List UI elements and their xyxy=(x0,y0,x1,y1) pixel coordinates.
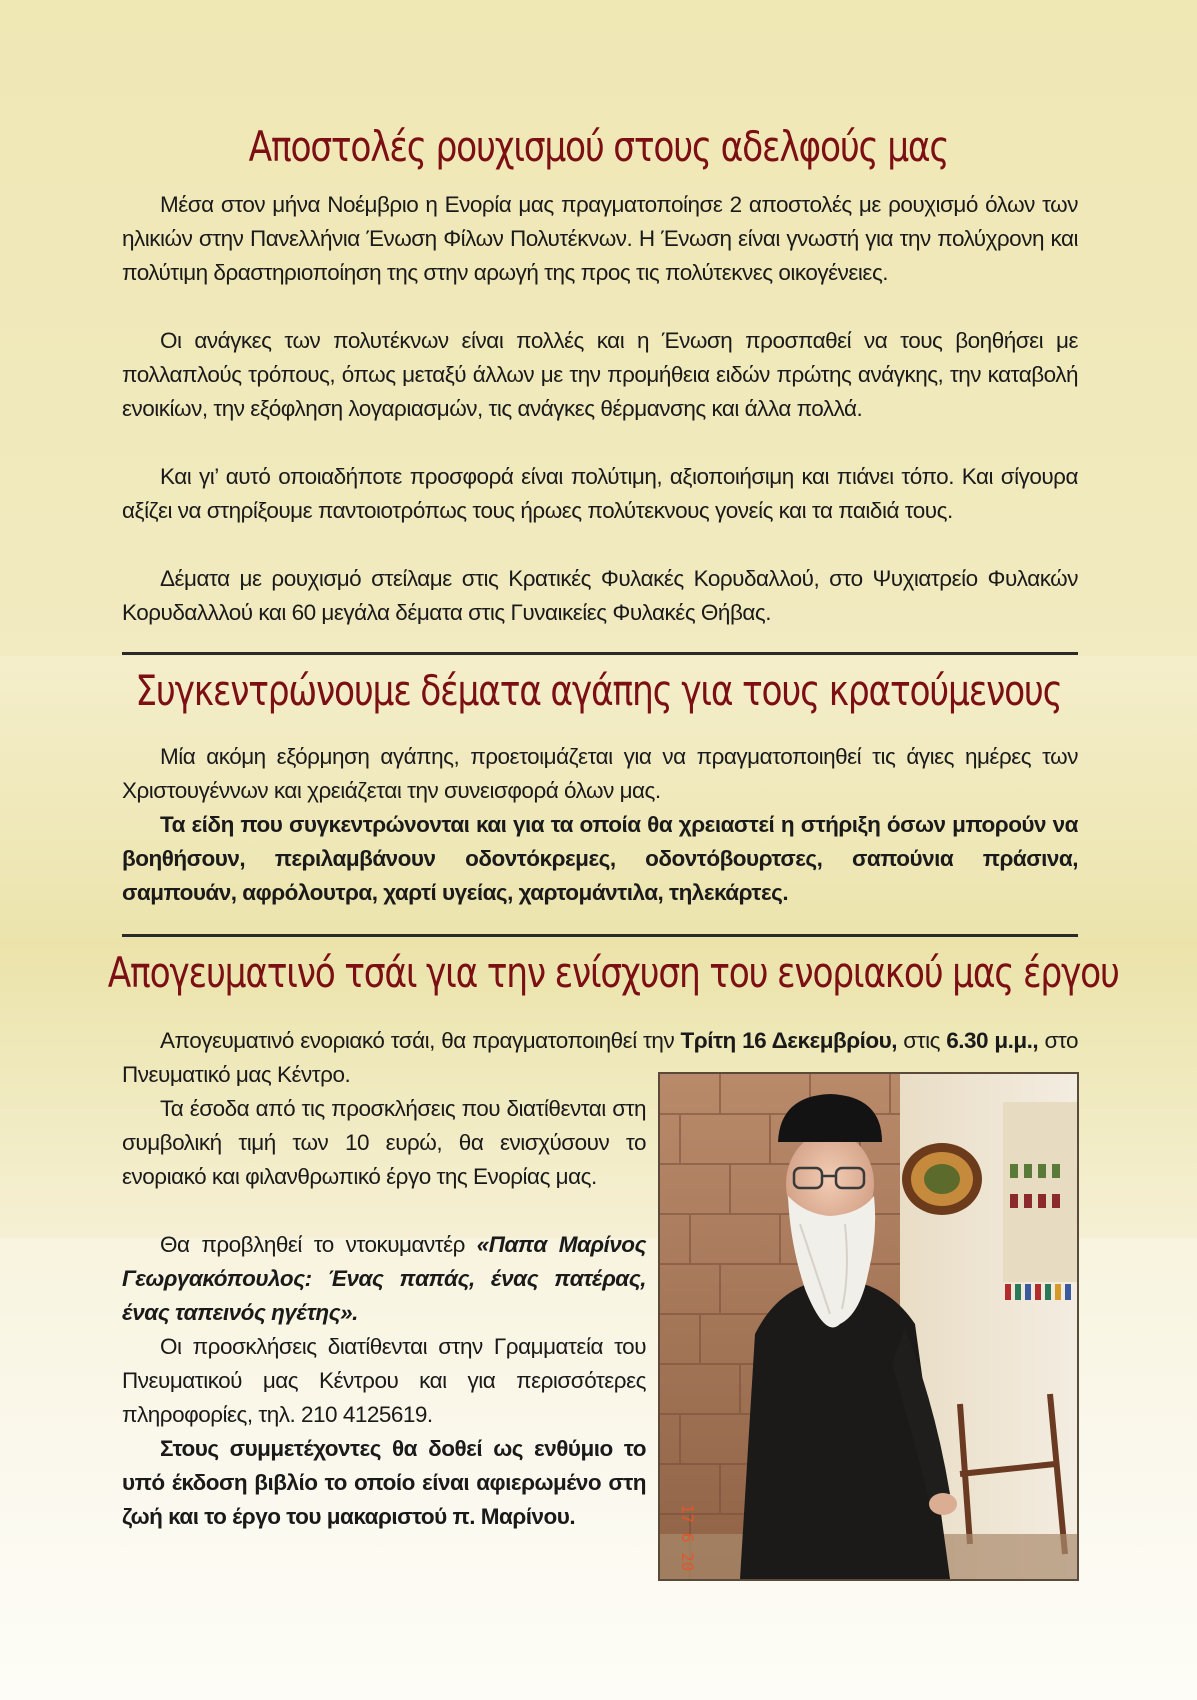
section2-paragraph-1 xyxy=(122,740,1078,808)
section3-paragraph-5 xyxy=(122,1432,646,1534)
priest-photo-illustration xyxy=(660,1074,1077,1579)
event-date: Τρίτη 16 Δεκεμβρίου, xyxy=(680,1028,897,1053)
section3-p1-mid: στις xyxy=(896,1028,947,1053)
documentary-title: «Παπα Μαρίνος Γεωργακόπουλος: Ένας παπάς, ένας πατέρας, ένας ταπεινός ηγέτης». xyxy=(122,1232,647,1325)
section1-title: Αποστολές ρουχισμού στους αδελφούς μας xyxy=(248,122,949,171)
section2-title: Συγκεντρώνουμε δέματα αγάπης για τους κρατούμενους xyxy=(135,666,1062,715)
section1-paragraph-4-text: Δέματα με ρουχισμό στείλαμε στις Κρατικές Φυλακές Κορυδαλλού, στο Ψυχιατρείο Φυλακών Κορυδαλλλού και 60 μεγάλα δέματα στις Γυναικείες Φυλακές Θήβας. xyxy=(122,566,1078,625)
section2-paragraph-2-text: Τα είδη που συγκεντρώνονται και για τα οποία θα χρειαστεί η στήριξη όσων μπορούν να βοηθήσουν, περιλαμβάνουν οδοντόκρεμες, οδοντόβουρτσες, σαπούνια πράσινα, σαμπουάν, αφρόλουτρα, χαρτί υγείας, χαρτομάντιλα, τηλεκάρτες. xyxy=(122,812,1078,905)
section2-paragraph-2 xyxy=(122,808,1078,910)
event-time: 6.30 μ.μ., xyxy=(946,1028,1039,1053)
section1-paragraph-4 xyxy=(122,562,1078,630)
section1-paragraph-3-text: Και γι’ αυτό οποιαδήποτε προσφορά είναι πολύτιμη, αξιοποιήσιμη και πιάνει τόπο. Και σίγουρα αξίζει να στηρίξουμε παντοιοτρόπως τους ήρωες πολύτεκνους γονείς και τα παιδιά τους. xyxy=(122,464,1078,523)
section1-paragraph-2 xyxy=(122,324,1078,426)
section2-divider xyxy=(122,652,1078,655)
section3-p3-start: Θα προβληθεί το ντοκυμαντέρ xyxy=(160,1232,477,1257)
section3-p1-end: στο Πνευματικό μας Κέντρο. xyxy=(122,1028,1078,1087)
section3-paragraph-5-text: Στους συμμετέχοντες θα δοθεί ως ενθύμιο το υπό έκδοση βιβλίο το οποίο είναι αφιερωμένο στη ζωή και το έργο του μακαριστού π. Μαρίνου. xyxy=(122,1436,646,1529)
section3-paragraph-4 xyxy=(122,1330,646,1432)
section3-paragraph-4-text: Οι προσκλήσεις διατίθενται στην Γραμματεία του Πνευματικού μας Κέντρου και για περισσότερες πληροφορίες, τηλ. 210 4125619. xyxy=(122,1334,646,1427)
section2-paragraph-1-text: Μία ακόμη εξόρμηση αγάπης, προετοιμάζεται για να πραγματοποιηθεί τις άγιες ημέρες των Χριστουγέννων και χρειάζεται την συνεισφορά όλων μας. xyxy=(122,744,1078,803)
section3-paragraph-2 xyxy=(122,1092,646,1194)
priest-photo xyxy=(658,1072,1079,1581)
photo-date-stamp: 17 6 20 xyxy=(678,1504,697,1572)
section3-paragraph-3 xyxy=(122,1228,646,1330)
section1-paragraph-1 xyxy=(122,188,1078,290)
section1-paragraph-2-text: Οι ανάγκες των πολυτέκνων είναι πολλές και η Ένωση προσπαθεί να τους βοηθήσει με πολλαπλούς τρόπους, όπως μεταξύ άλλων με την προμήθεια ειδών πρώτης ανάγκης, την καταβολή ενοικίων, την εξόφληση λογαριασμών, τις ανάγκες θέρμανσης και άλλα πολλά. xyxy=(122,328,1078,421)
section3-title: Απογευματινό τσάι για την ενίσχυση του ενοριακού μας έργου xyxy=(107,948,1119,997)
section3-divider xyxy=(122,934,1078,937)
section1-paragraph-1-text: Μέσα στον μήνα Νοέμβριο η Ενορία μας πραγματοποίησε 2 αποστολές με ρουχισμό όλων των ηλικιών στην Πανελλήνια Ένωση Φίλων Πολυτέκνων. Η Ένωση είναι γνωστή για την πολύχρονη και πολύτιμη δραστηριοποίηση της στην αρωγή της προς τις πολύτεκνες οικογένειες. xyxy=(122,192,1078,285)
section3-p1-start: Απογευματινό ενοριακό τσάι, θα πραγματοποιηθεί την xyxy=(160,1028,681,1053)
section1-paragraph-3 xyxy=(122,460,1078,528)
section3-paragraph-2-text: Τα έσοδα από τις προσκλήσεις που διατίθενται στη συμβολική τιμή των 10 ευρώ, θα ενισχύσουν το ενοριακό και φιλανθρωπικό έργο της Ενορίας μας. xyxy=(122,1096,646,1189)
